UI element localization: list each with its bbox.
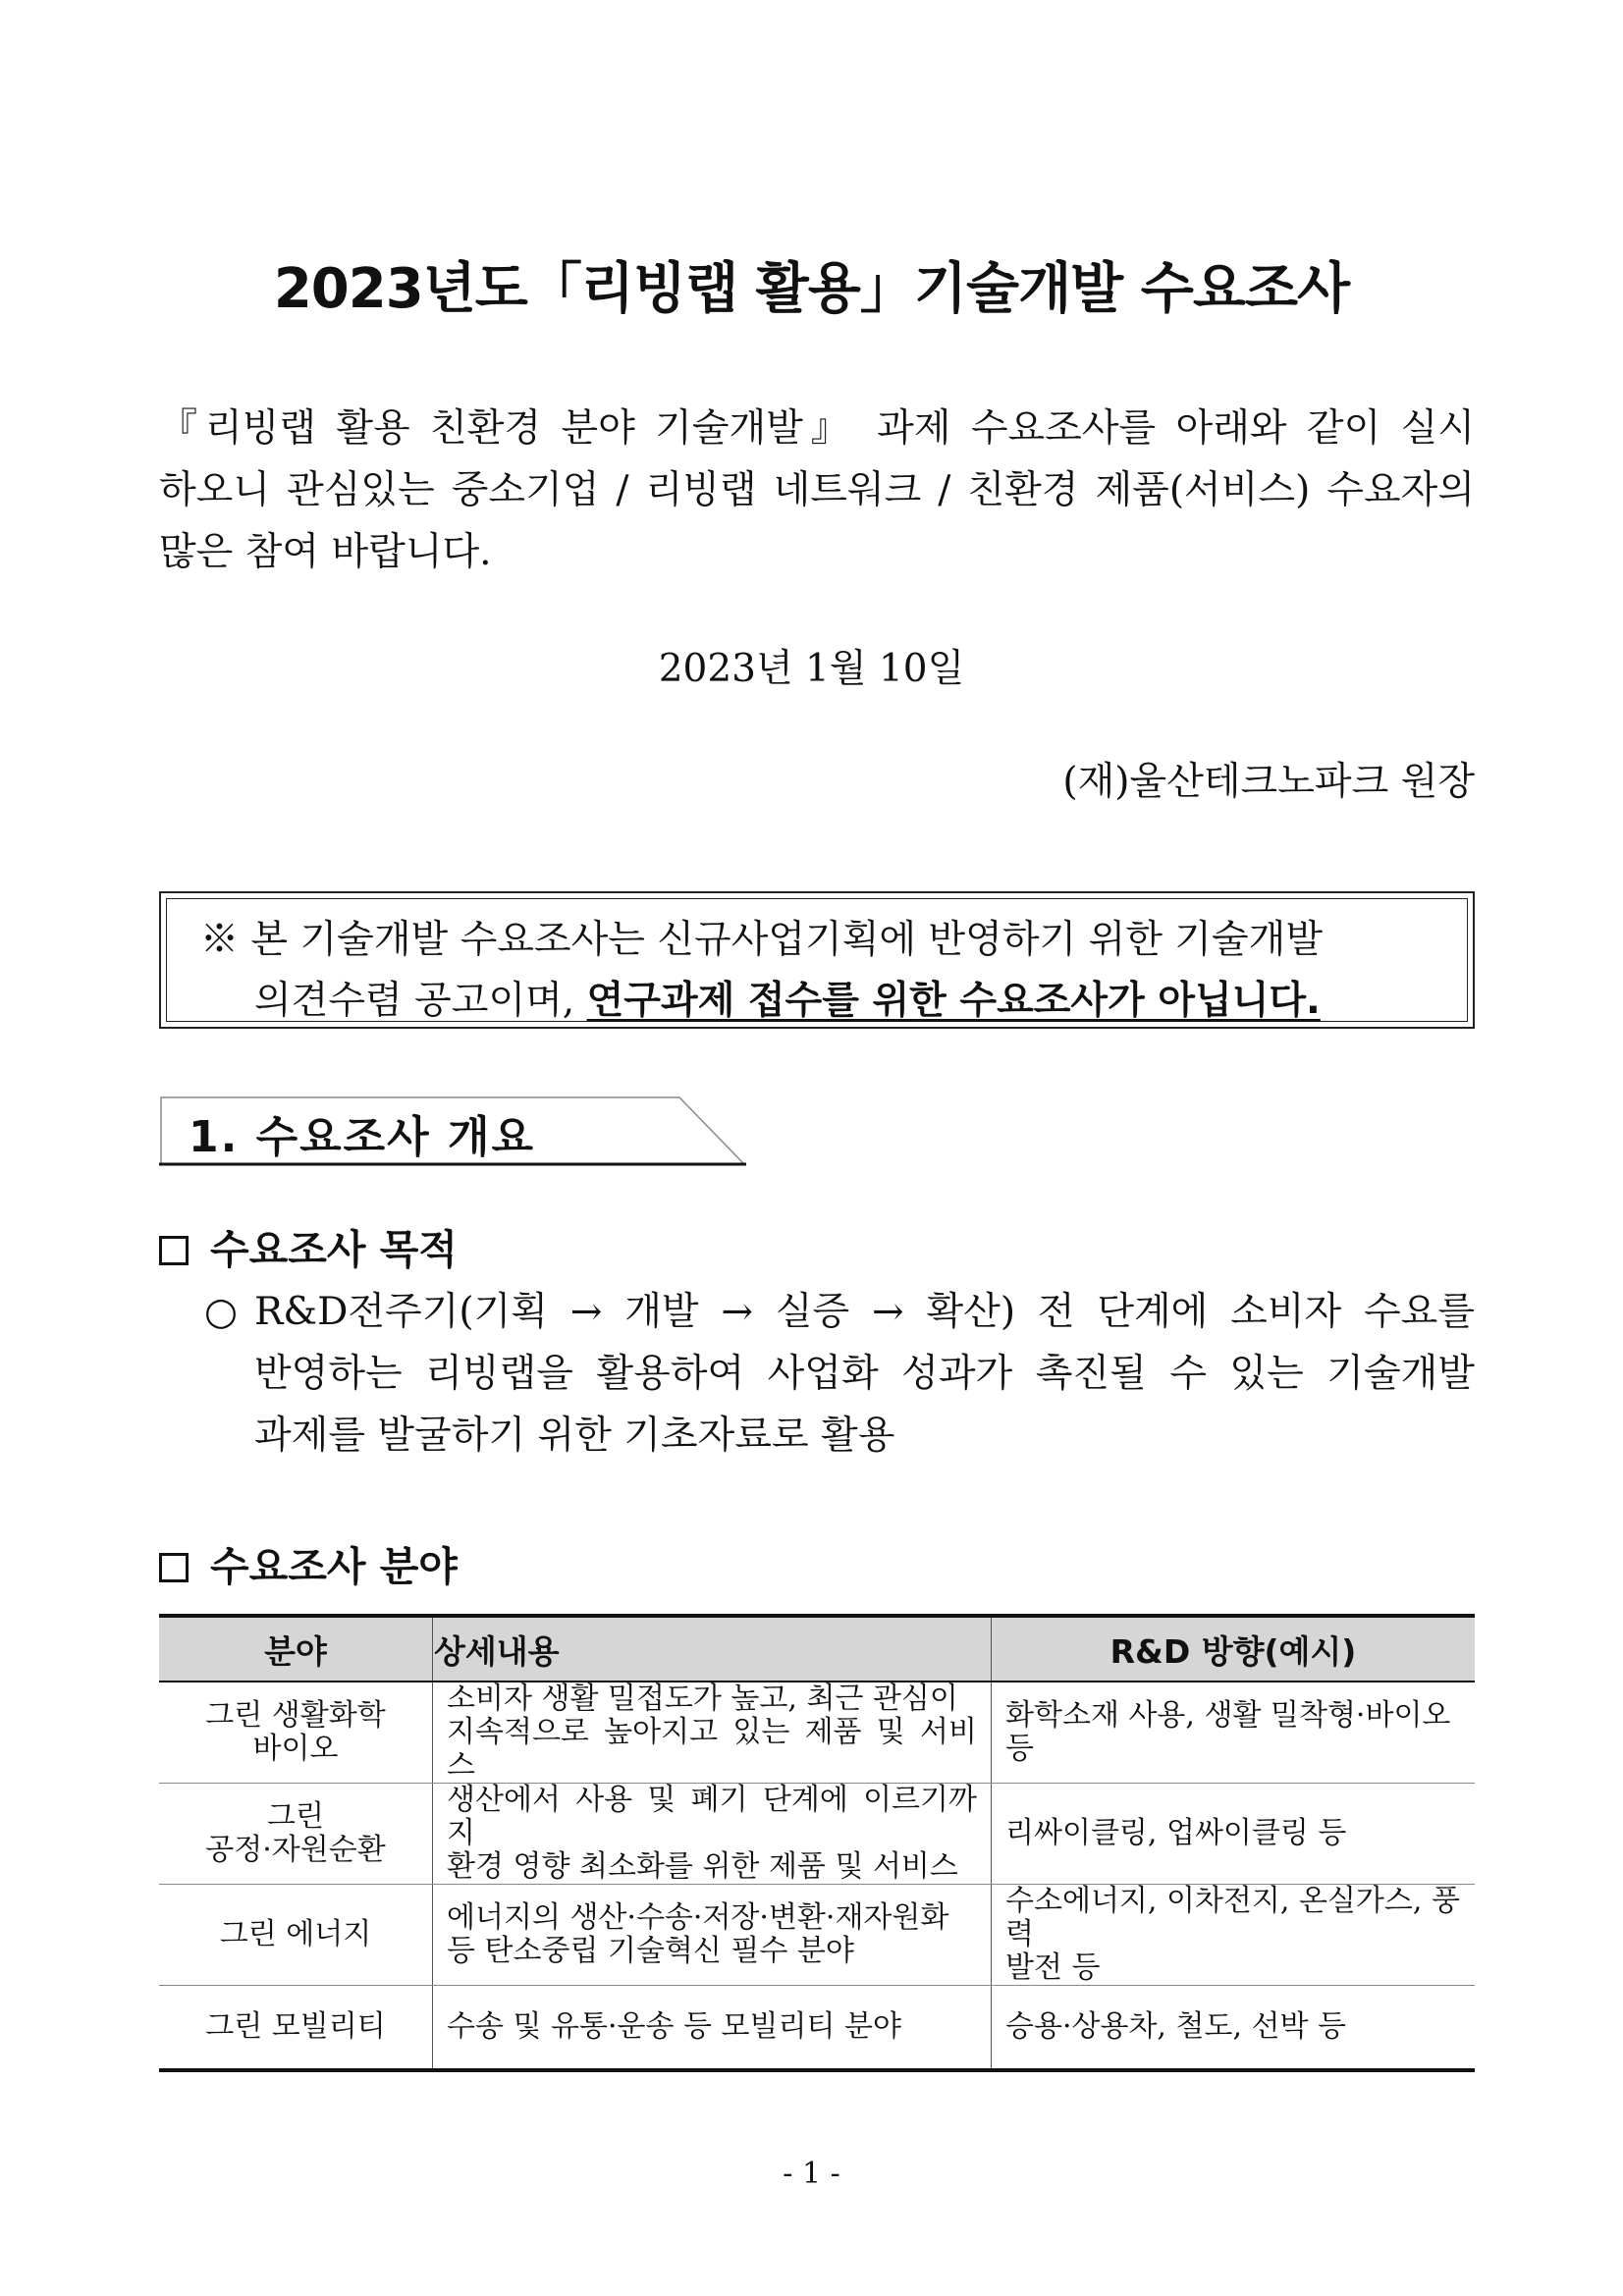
field-cell: 그린 에너지 (159, 1885, 433, 1986)
intro-line: 많은 참여 바랍니다. (159, 530, 492, 574)
column-header: R&D 방향(예시) (992, 1616, 1476, 1682)
field-cell: 그린 모빌리티 (159, 1986, 433, 2071)
intro-paragraph (159, 398, 1475, 583)
fields-heading (159, 1534, 458, 1592)
checkbox-square-icon (159, 1236, 189, 1265)
notice-emphasis: 연구과제 접수를 위한 수요조사가 아닙니다. (586, 979, 1321, 1023)
checkbox-square-icon (159, 1553, 189, 1582)
table-row (159, 1986, 1475, 2071)
intro-line: 하오니 관심있는 중소기업 / 리빙랩 네트워크 / 친환경 제품(서비스) 수요자의 (159, 468, 1475, 512)
direction-cell: 리싸이클링, 업싸이클링 등 (992, 1784, 1476, 1885)
direction-cell: 승용·상용차, 철도, 선박 등 (992, 1986, 1476, 2071)
direction-cell: 수소에너지, 이차전지, 온실가스, 풍력 발전 등 (992, 1885, 1476, 1986)
notice-line (254, 970, 1321, 1025)
table-row (159, 1682, 1475, 1784)
table-row (159, 1784, 1475, 1885)
purpose-heading-text: 수요조사 목적 (210, 1226, 458, 1273)
purpose-heading (159, 1217, 458, 1275)
purpose-paragraph (204, 1281, 1475, 1467)
fields-table (159, 1614, 1475, 2072)
circle-bullet-icon: ○ (204, 1290, 239, 1334)
table-row (159, 1885, 1475, 1986)
detail-cell: 에너지의 생산·수송·저장·변환·재자원화 등 탄소중립 기술혁신 필수 분야 (433, 1885, 992, 1986)
announcement-date: 2023년 1월 10일 (658, 647, 965, 691)
direction-cell: 화학소재 사용, 생활 밀착형·바이오 등 (992, 1682, 1476, 1784)
reference-mark-icon: ※ (200, 918, 240, 962)
notice-box (159, 891, 1475, 1029)
column-header: 상세내용 (433, 1616, 992, 1682)
fields-heading-text: 수요조사 분야 (210, 1543, 458, 1590)
field-cell: 그린 생활화학 바이오 (159, 1682, 433, 1784)
section-heading-text: 1. 수요조사 개요 (189, 1112, 535, 1162)
detail-cell: 수송 및 유통·운송 등 모빌리티 분야 (433, 1986, 992, 2071)
notice-text: 의견수렴 공고이며, (254, 979, 575, 1023)
column-header: 분야 (159, 1616, 433, 1682)
notice-line (200, 909, 1323, 964)
section-heading (159, 1095, 748, 1166)
notice-text: 본 기술개발 수요조사는 신규사업기획에 반영하기 위한 기술개발 (250, 918, 1324, 962)
purpose-line: 반영하는 리빙랩을 활용하여 사업화 성과가 촉진될 수 있는 기술개발 (254, 1352, 1475, 1396)
signer: (재)울산테크노파크 원장 (1062, 760, 1475, 804)
table-header-row (159, 1616, 1475, 1682)
page-title: 2023년도「리빙랩 활용」기술개발 수요조사 (273, 257, 1350, 321)
intro-line: 『리빙랩 활용 친환경 분야 기술개발』 과제 수요조사를 아래와 같이 실시 (159, 406, 1475, 451)
detail-cell: 생산에서 사용 및 폐기 단계에 이르기까지 환경 영향 최소화를 위한 제품 및 서비스 (433, 1784, 992, 1885)
field-cell: 그린 공정·자원순환 (159, 1784, 433, 1885)
purpose-line: R&D전주기(기획 → 개발 → 실증 → 확산) 전 단계에 소비자 수요를 (254, 1290, 1475, 1334)
page-number: - 1 - (783, 2157, 840, 2191)
detail-cell: 소비자 생활 밀접도가 높고, 최근 관심이 지속적으로 높아지고 있는 제품 및 서비스 (433, 1682, 992, 1784)
purpose-line: 과제를 발굴하기 위한 기초자료로 활용 (254, 1414, 895, 1458)
